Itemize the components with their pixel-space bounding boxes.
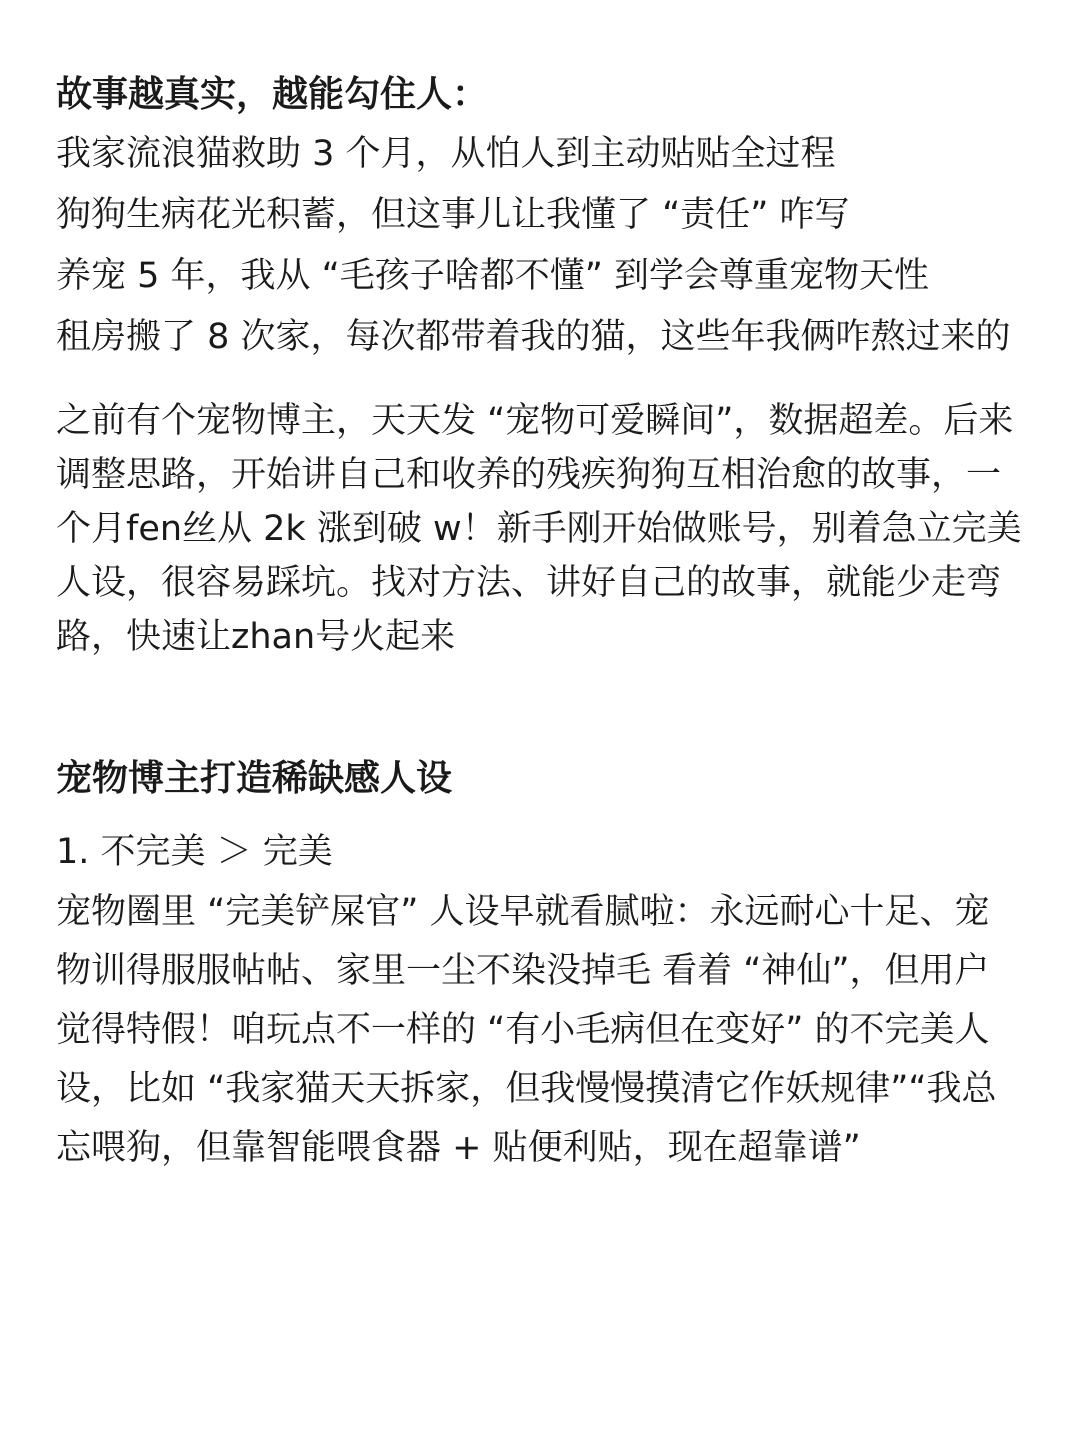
- spacer: [56, 664, 1024, 750]
- case-study-paragraph: 之前有个宠物博主，天天发 “宠物可爱瞬间”，数据超差。后来调整思路，开始讲自己和收养的残疾狗狗互相治愈的故事，一个月fen丝从 2k 涨到破 w！新手刚开始做账号，别着急立完美人设，很容易踩坑。找对方法、讲好自己的故事，就能少走弯路，快速让zhan号火起来: [56, 401, 1022, 657]
- spacer: [56, 368, 1024, 394]
- spacer: [56, 808, 1024, 822]
- section-heading-stories: 故事越真实，越能勾住人：: [56, 74, 489, 115]
- persona-paragraph: 宠物圈里 “完美铲屎官” 人设早就看腻啦：永远耐心十足、宠物训得服服帖帖、家里一尘不染没掉毛 看着 “神仙”，但用户觉得特假！咱玩点不一样的 “有小毛病但在变好” 的不完美人设，比如 “我家猫天天拆家，但我慢慢摸清它作妖规律”“我总忘喂狗，但靠智能喂食器 + 贴便利贴，现在超靠谱”: [56, 892, 997, 1168]
- story-example-item: 养宠 5 年，我从 “毛孩子啥都不懂” 到学会尊重宠物天性: [56, 256, 930, 296]
- story-example-item: 狗狗生病花光积蓄，但这事儿让我懂了 “责任” 咋写: [56, 195, 850, 235]
- point-subheading: 1. 不完美 ＞ 完美: [56, 832, 333, 872]
- story-example-item: 租房搬了 8 次家，每次都带着我的猫，这些年我俩咋熬过来的: [56, 317, 1011, 357]
- article: [56, 66, 1024, 1178]
- story-example-item: 我家流浪猫救助 3 个月，从怕人到主动贴贴全过程: [56, 134, 836, 174]
- section-heading-persona: 宠物博主打造稀缺感人设: [56, 758, 453, 799]
